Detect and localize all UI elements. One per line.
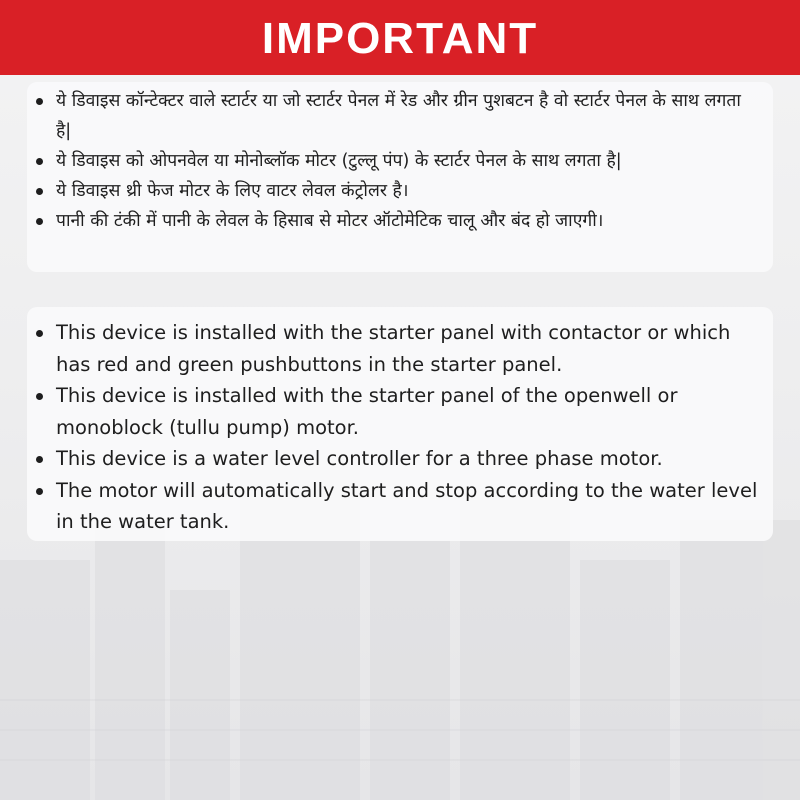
list-item: [33, 443, 761, 475]
list-item: [33, 206, 761, 236]
list-item: [33, 176, 761, 206]
bullet-icon: [36, 456, 43, 463]
bullet-icon: [36, 158, 43, 165]
list-item-text: This device is installed with the starter panel of the openwell or monoblock (tullu pump) motor.: [56, 384, 678, 439]
list-item-text: The motor will automatically start and stop according to the water level in the water tank.: [56, 478, 758, 533]
list-item-text: ये डिवाइस थ्री फेज मोटर के लिए वाटर लेवल कंट्रोलर है।: [56, 181, 409, 201]
bullet-icon: [36, 393, 43, 400]
list-item-text: पानी की टंकी में पानी के लेवल के हिसाब से मोटर ऑटोमेटिक चालू और बंद हो जाएगी।: [56, 211, 604, 231]
hindi-notes-list: [33, 86, 761, 236]
list-item: [33, 146, 761, 176]
bullet-icon: [36, 330, 43, 337]
english-notes-card: [27, 307, 773, 541]
list-item-text: This device is installed with the starter panel with contactor or which has red and green pushbuttons in the starter panel.: [56, 321, 731, 376]
list-item: [33, 475, 761, 538]
english-notes-list: [33, 317, 761, 538]
bullet-icon: [36, 98, 43, 105]
hindi-notes-card: [27, 82, 773, 272]
list-item-text: This device is a water level controller for a three phase motor.: [56, 447, 663, 470]
list-item-text: ये डिवाइस को ओपनवेल या मोनोब्लॉक मोटर (टुल्लू पंप) के स्टार्टर पेनल के साथ लगता है|: [56, 151, 622, 171]
list-item-text: ये डिवाइस कॉन्टेक्टर वाले स्टार्टर या जो स्टार्टर पेनल में रेड और ग्रीन पुशबटन है वो स्टार्टर पेनल के साथ लगता है|: [56, 91, 741, 141]
bullet-icon: [36, 218, 43, 225]
page-title: IMPORTANT: [261, 13, 539, 63]
list-item: [33, 317, 761, 380]
bullet-icon: [36, 488, 43, 495]
bullet-icon: [36, 188, 43, 195]
header-banner: [0, 0, 800, 75]
list-item: [33, 380, 761, 443]
list-item: [33, 86, 761, 146]
